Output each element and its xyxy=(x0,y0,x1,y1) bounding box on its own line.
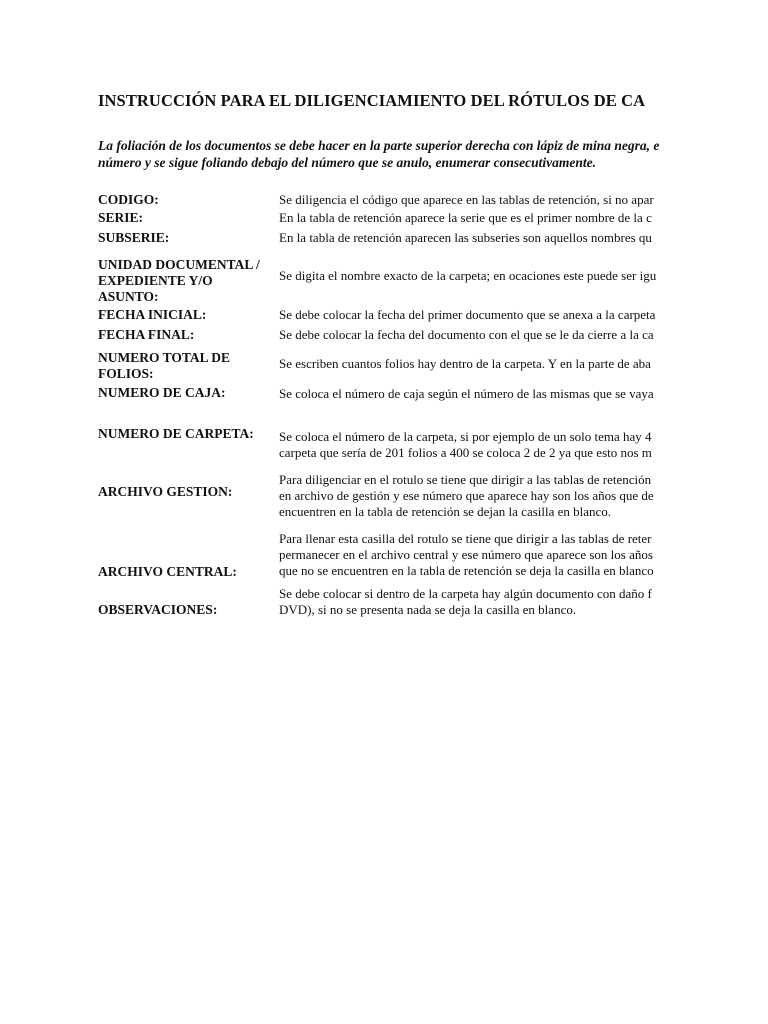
field-description xyxy=(279,307,655,323)
field-label-line: NUMERO TOTAL DE xyxy=(98,350,231,365)
field-label xyxy=(98,385,226,401)
field-description-line: Para llenar esta casilla del rotulo se tiene que dirigir a las tablas de reter xyxy=(279,531,652,546)
field-description-line: encuentren en la tabla de retención se dejan la casilla en blanco. xyxy=(279,504,612,519)
field-label-line: FECHA FINAL: xyxy=(98,327,195,342)
field-label xyxy=(98,350,230,382)
field-label xyxy=(98,257,260,305)
field-description xyxy=(279,327,654,343)
field-description-line: permanecer en el archivo central y ese número que aparece son los años xyxy=(279,547,653,562)
field-label xyxy=(98,602,217,618)
field-label-line: NUMERO DE CAJA: xyxy=(98,385,226,400)
field-description xyxy=(279,230,652,246)
field-label-line: SUBSERIE: xyxy=(98,230,170,245)
field-label-line: FOLIOS: xyxy=(98,366,154,381)
field-description xyxy=(279,586,652,618)
document-title: INSTRUCCIÓN PARA EL DILIGENCIAMIENTO DEL RÓTULOS DE CA xyxy=(98,91,646,110)
field-description xyxy=(279,268,656,284)
field-description-line: carpeta que sería de 201 folios a 400 se coloca 2 de 2 ya que esto nos m xyxy=(279,445,652,460)
field-description-line: En la tabla de retención aparecen las subseries son aquellos nombres qu xyxy=(279,230,652,245)
intro-paragraph xyxy=(98,137,659,171)
field-label-line: ARCHIVO CENTRAL: xyxy=(98,564,237,579)
field-label-line: NUMERO DE CARPETA: xyxy=(98,426,254,441)
field-label xyxy=(98,327,194,343)
field-label xyxy=(98,426,254,442)
field-label-line: UNIDAD DOCUMENTAL / xyxy=(98,257,260,272)
field-label xyxy=(98,230,169,246)
intro-line: La foliación de los documentos se debe hacer en la parte superior derecha con lápiz de mina negra, e xyxy=(98,138,660,153)
field-label-line: ASUNTO: xyxy=(98,289,159,304)
field-label-line: EXPEDIENTE Y/O xyxy=(98,273,213,288)
field-label-line: SERIE: xyxy=(98,210,144,225)
field-description-line: que no se encuentren en la tabla de retención se deja la casilla en blanco xyxy=(279,563,654,578)
field-description-line: Se coloca el número de caja según el número de las mismas que se vaya xyxy=(279,386,654,401)
intro-line: número y se sigue foliando debajo del número que se anulo, enumerar consecutivamente. xyxy=(98,155,597,170)
field-description xyxy=(279,192,654,208)
field-description-line: Se digita el nombre exacto de la carpeta; en ocaciones este puede ser igu xyxy=(279,268,657,283)
field-description-line: En la tabla de retención aparece la serie que es el primer nombre de la c xyxy=(279,210,652,225)
field-description-line: DVD), si no se presenta nada se deja la casilla en blanco. xyxy=(279,602,577,617)
field-description xyxy=(279,429,652,461)
field-label xyxy=(98,192,159,208)
field-description-line: Se coloca el número de la carpeta, si por ejemplo de un solo tema hay 4 xyxy=(279,429,652,444)
field-description-line: Para diligenciar en el rotulo se tiene que dirigir a las tablas de retención xyxy=(279,472,652,487)
field-description-line: Se diligencia el código que aparece en las tablas de retención, si no apar xyxy=(279,192,654,207)
field-label xyxy=(98,307,206,323)
field-description xyxy=(279,472,654,520)
field-label-line: ARCHIVO GESTION: xyxy=(98,484,233,499)
field-label-line: OBSERVACIONES: xyxy=(98,602,218,617)
field-label-line: CODIGO: xyxy=(98,192,159,207)
field-description-line: Se debe colocar si dentro de la carpeta hay algún documento con daño f xyxy=(279,586,652,601)
field-label xyxy=(98,564,237,580)
field-description xyxy=(279,356,651,372)
field-label xyxy=(98,484,232,500)
field-description xyxy=(279,386,654,402)
field-description xyxy=(279,210,652,226)
field-description xyxy=(279,531,654,579)
field-label-line: FECHA INICIAL: xyxy=(98,307,207,322)
field-description-line: en archivo de gestión y ese número que aparece hay son los años que de xyxy=(279,488,654,503)
field-description-line: Se debe colocar la fecha del primer documento que se anexa a la carpeta xyxy=(279,307,656,322)
field-description-line: Se debe colocar la fecha del documento con el que se le da cierre a la ca xyxy=(279,327,654,342)
field-description-line: Se escriben cuantos folios hay dentro de la carpeta. Y en la parte de aba xyxy=(279,356,651,371)
field-label xyxy=(98,210,143,226)
